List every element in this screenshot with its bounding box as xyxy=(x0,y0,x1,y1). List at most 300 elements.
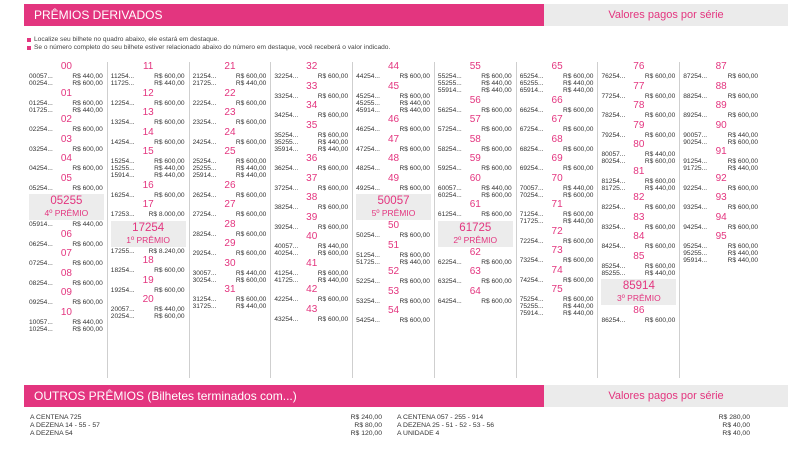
derived-prizes-grid xyxy=(26,62,762,378)
ticket-number: 57254... xyxy=(437,126,462,133)
prize-value: R$ 440,00 xyxy=(481,87,512,94)
ticket-number: 47254... xyxy=(356,145,380,153)
ending-number: 56 xyxy=(469,94,481,106)
ending-number: 24 xyxy=(224,126,236,138)
ticket-line xyxy=(193,158,267,165)
ticket-line xyxy=(683,224,758,231)
ticket-line xyxy=(29,319,103,326)
ticket-number: 15914... xyxy=(110,172,135,179)
ticket-line xyxy=(520,73,594,80)
ticket-line xyxy=(29,241,103,248)
prize-value: R$ 440,00 xyxy=(727,250,759,257)
ticket-number: 53254... xyxy=(356,297,380,305)
number-column xyxy=(271,62,353,378)
prize-value: R$ 440,00 xyxy=(727,257,759,264)
ticket-number: 93254... xyxy=(683,204,708,211)
ticket-line xyxy=(29,260,103,267)
ticket-line xyxy=(111,248,185,255)
ending-number: 94 xyxy=(715,211,727,223)
ticket-line xyxy=(274,185,348,192)
other-prize-value: R$ 120,00 xyxy=(350,430,382,437)
prize-value: R$ 600,00 xyxy=(154,138,185,146)
other-prize-row xyxy=(397,422,750,430)
other-prizes-left-list xyxy=(30,414,382,438)
ticket-line xyxy=(683,243,758,250)
prize-value: R$ 600,00 xyxy=(399,165,430,172)
ticket-line xyxy=(193,100,267,107)
prize-value: R$ 600,00 xyxy=(563,73,594,80)
ticket-number: 13254... xyxy=(110,119,135,126)
other-prize-label: A CENTENA 057 - 255 - 914 xyxy=(397,414,484,421)
prize-value: R$ 600,00 xyxy=(644,243,676,250)
ticket-number: 40057... xyxy=(274,243,299,250)
ending-number: 30 xyxy=(224,257,236,269)
ticket-number: 21725... xyxy=(192,80,217,87)
prize-value: R$ 600,00 xyxy=(399,297,430,305)
ticket-number: 00057... xyxy=(29,73,53,80)
prize-value: R$ 440,00 xyxy=(563,303,594,310)
ticket-line xyxy=(683,165,758,172)
ticket-line xyxy=(520,126,594,133)
ticket-line xyxy=(111,267,185,274)
prize-value: R$ 600,00 xyxy=(72,299,103,306)
ticket-number: 92254... xyxy=(683,184,708,192)
ticket-number: 02254... xyxy=(29,126,53,133)
ticket-number: 43254... xyxy=(274,315,299,323)
ending-number: 18 xyxy=(142,255,154,266)
ending-number: 09 xyxy=(60,287,72,298)
ticket-number: 91725... xyxy=(683,165,708,172)
prize-value: R$ 600,00 xyxy=(317,112,349,119)
ending-number: 22 xyxy=(224,87,236,99)
ticket-line xyxy=(274,204,348,211)
ending-number: 23 xyxy=(224,107,236,118)
prize-value: R$ 600,00 xyxy=(72,126,103,133)
prize-value: R$ 440,00 xyxy=(481,184,512,192)
prize-value: R$ 600,00 xyxy=(481,211,512,218)
winning-ticket-number: 85914 xyxy=(622,280,655,292)
ticket-number: 42254... xyxy=(274,296,299,303)
ending-number: 95 xyxy=(715,231,727,242)
ticket-line xyxy=(111,211,185,218)
prize-value: R$ 600,00 xyxy=(563,296,594,303)
other-prize-label: A DEZENA 25 - 51 - 52 - 53 - 56 xyxy=(397,422,495,429)
prize-value: R$ 600,00 xyxy=(317,184,349,192)
prize-value: R$ 600,00 xyxy=(317,204,349,211)
ticket-line xyxy=(356,232,430,239)
ticket-number: 33254... xyxy=(274,92,299,100)
ticket-line xyxy=(438,192,512,199)
ending-number: 25 xyxy=(224,146,236,157)
ticket-number: 35914... xyxy=(274,145,299,153)
ticket-number: 26254... xyxy=(192,191,217,199)
ticket-number: 17253... xyxy=(110,211,135,218)
ticket-line xyxy=(193,270,267,277)
prize-value: R$ 600,00 xyxy=(154,99,185,107)
ticket-line xyxy=(356,146,430,153)
ticket-line xyxy=(193,73,267,80)
ticket-line xyxy=(111,139,185,146)
prize-value: R$ 600,00 xyxy=(235,73,267,80)
ticket-line xyxy=(193,231,267,238)
ticket-line xyxy=(111,100,185,107)
prize-value: R$ 600,00 xyxy=(563,237,594,245)
prize-value: R$ 600,00 xyxy=(399,232,430,239)
ticket-number: 23254... xyxy=(192,119,217,126)
ticket-line xyxy=(520,303,594,310)
prize-value: R$ 440,00 xyxy=(154,306,185,313)
ending-number: 51 xyxy=(387,239,400,251)
ticket-number: 71254... xyxy=(519,211,544,218)
ticket-line xyxy=(193,250,267,257)
ticket-line xyxy=(274,93,348,100)
ticket-line xyxy=(111,313,185,320)
ticket-line xyxy=(356,298,430,305)
ticket-number: 25255... xyxy=(192,165,217,172)
ticket-number: 46254... xyxy=(356,126,380,133)
ending-number: 79 xyxy=(633,119,645,131)
ticket-line xyxy=(601,243,675,250)
ticket-number: 79254... xyxy=(601,131,626,139)
ending-number: 73 xyxy=(551,245,563,256)
ticket-line xyxy=(274,250,348,257)
number-column xyxy=(680,62,762,378)
prize-value: R$ 600,00 xyxy=(644,92,676,100)
ticket-number: 07254... xyxy=(29,260,53,267)
ticket-line xyxy=(356,107,430,114)
prize-value: R$ 600,00 xyxy=(317,223,349,231)
prize-value: R$ 600,00 xyxy=(644,73,676,80)
prize-value: R$ 600,00 xyxy=(727,243,759,250)
derived-prizes-header xyxy=(24,4,788,26)
number-column xyxy=(26,62,108,378)
ticket-line xyxy=(29,221,103,228)
ending-number: 21 xyxy=(224,61,236,72)
ticket-line xyxy=(29,165,103,172)
winning-ticket-number: 61725 xyxy=(459,221,492,234)
ending-number: 80 xyxy=(633,139,645,150)
ticket-number: 87254... xyxy=(683,73,708,80)
prize-value: R$ 600,00 xyxy=(563,191,594,199)
ending-number: 62 xyxy=(469,246,481,258)
ticket-line xyxy=(193,211,267,218)
ticket-number: 31725... xyxy=(192,303,217,310)
prize-value: R$ 600,00 xyxy=(563,211,594,218)
ticket-number: 81725... xyxy=(601,184,626,192)
ending-number: 90 xyxy=(715,119,727,131)
ending-number: 69 xyxy=(551,153,563,164)
other-prize-row xyxy=(30,414,382,422)
ticket-number: 27254... xyxy=(192,211,217,218)
values-per-series-label: Valores pagos por série xyxy=(544,4,788,26)
ending-number: 60 xyxy=(469,172,481,184)
ticket-number: 64254... xyxy=(437,297,462,305)
ending-number: 66 xyxy=(551,94,563,106)
ticket-number: 20057... xyxy=(110,306,135,313)
ticket-line xyxy=(520,211,594,218)
ticket-number: 76254... xyxy=(601,73,626,80)
ticket-line xyxy=(438,165,512,172)
ticket-number: 85254... xyxy=(601,262,626,270)
ticket-number: 65254... xyxy=(519,73,544,80)
ending-number: 39 xyxy=(306,211,318,223)
ending-number: 45 xyxy=(387,80,400,92)
ticket-line xyxy=(274,270,348,277)
prize-value: R$ 600,00 xyxy=(235,250,267,257)
ticket-line xyxy=(601,132,675,139)
prize-value: R$ 600,00 xyxy=(481,145,512,153)
ticket-line xyxy=(193,192,267,199)
ticket-number: 75255... xyxy=(519,303,544,310)
ticket-number: 00254... xyxy=(29,80,53,87)
ticket-line xyxy=(111,165,185,172)
ticket-line xyxy=(683,257,758,264)
ticket-line xyxy=(356,185,430,192)
prize-value: R$ 440,00 xyxy=(644,269,676,277)
prize-value: R$ 600,00 xyxy=(154,73,185,80)
ticket-line xyxy=(274,132,348,139)
ticket-number: 16254... xyxy=(110,191,135,199)
ending-number: 52 xyxy=(387,266,400,277)
ending-number: 06 xyxy=(60,228,72,240)
prize-value: R$ 440,00 xyxy=(154,172,185,179)
ticket-number: 85255... xyxy=(601,269,626,277)
ticket-number: 01254... xyxy=(29,99,53,107)
ticket-number: 45914... xyxy=(356,106,380,114)
ticket-line xyxy=(683,204,758,211)
prize-value: R$ 600,00 xyxy=(317,131,349,139)
ticket-number: 29254... xyxy=(192,250,217,257)
prize-value: R$ 440,00 xyxy=(72,106,103,114)
ticket-line xyxy=(111,287,185,294)
ticket-number: 15254... xyxy=(110,158,135,165)
prize-value: R$ 600,00 xyxy=(644,112,676,119)
ticket-number: 60057... xyxy=(437,184,462,192)
ticket-number: 32254... xyxy=(274,73,299,80)
ending-number: 65 xyxy=(551,61,563,72)
prize-value: R$ 600,00 xyxy=(235,296,267,303)
ticket-number: 69254... xyxy=(519,165,544,172)
number-column xyxy=(190,62,272,378)
ticket-line xyxy=(111,306,185,313)
number-column xyxy=(598,62,680,378)
ticket-number: 05254... xyxy=(29,184,53,192)
ending-number: 07 xyxy=(60,248,72,259)
ticket-number: 39254... xyxy=(274,223,299,231)
ticket-line xyxy=(111,192,185,199)
ticket-line xyxy=(601,93,675,100)
instructions xyxy=(27,36,390,52)
ticket-line xyxy=(274,296,348,303)
ticket-number: 30254... xyxy=(192,276,217,284)
prize-value: R$ 600,00 xyxy=(72,325,103,333)
other-prize-value: R$ 240,00 xyxy=(350,414,382,421)
ending-number: 67 xyxy=(551,114,563,125)
prize-value: R$ 600,00 xyxy=(317,73,349,80)
winning-ticket-highlight xyxy=(438,221,513,247)
ticket-line xyxy=(274,165,348,172)
ticket-line xyxy=(683,132,758,139)
ticket-number: 56254... xyxy=(437,106,462,114)
ticket-line xyxy=(520,185,594,192)
prize-value: R$ 600,00 xyxy=(644,204,676,211)
prize-value: R$ 600,00 xyxy=(317,296,349,303)
ending-number: 29 xyxy=(224,238,236,249)
prize-value: R$ 600,00 xyxy=(481,297,512,305)
prize-value: R$ 440,00 xyxy=(235,303,267,310)
winning-ticket-number: 05255 xyxy=(50,195,83,207)
prize-value: R$ 600,00 xyxy=(727,92,759,100)
ticket-number: 77254... xyxy=(601,92,626,100)
ticket-number: 19254... xyxy=(110,286,135,294)
ending-number: 83 xyxy=(633,211,645,223)
prize-value: R$ 600,00 xyxy=(399,278,430,285)
ticket-line xyxy=(356,100,430,107)
instruction-text: Localize seu bilhete no quadro abaixo, ele estará em destaque. xyxy=(34,36,220,43)
ticket-line xyxy=(111,158,185,165)
ending-number: 84 xyxy=(633,231,645,242)
prize-value: R$ 440,00 xyxy=(399,99,430,107)
ticket-line xyxy=(274,139,348,146)
ending-number: 54 xyxy=(387,305,400,316)
ending-number: 34 xyxy=(306,100,318,111)
ticket-number: 38254... xyxy=(274,204,299,211)
ending-number: 75 xyxy=(551,284,563,295)
ending-number: 42 xyxy=(306,284,318,295)
ending-number: 10 xyxy=(60,306,72,318)
prize-value: R$ 440,00 xyxy=(399,106,430,114)
ending-number: 13 xyxy=(142,107,154,118)
prize-value: R$ 600,00 xyxy=(481,106,512,114)
ticket-number: 65255... xyxy=(519,80,544,87)
prize-value: R$ 600,00 xyxy=(727,184,759,192)
ticket-line xyxy=(193,172,267,179)
ticket-line xyxy=(601,158,675,165)
number-column xyxy=(435,62,517,378)
ticket-number: 35255... xyxy=(274,138,299,146)
ticket-number: 72254... xyxy=(519,237,544,245)
ticket-line xyxy=(29,80,103,87)
ticket-line xyxy=(520,165,594,172)
section-title: PRÊMIOS DERIVADOS xyxy=(24,4,544,26)
ending-number: 32 xyxy=(306,61,318,72)
ticket-number: 61254... xyxy=(437,211,462,218)
prize-value: R$ 440,00 xyxy=(317,276,349,284)
ticket-number: 80057... xyxy=(601,151,626,158)
ticket-line xyxy=(520,257,594,264)
other-prize-label: A DEZENA 54 xyxy=(30,430,73,437)
ticket-line xyxy=(520,146,594,153)
ticket-number: 71725... xyxy=(519,218,544,225)
ticket-number: 75914... xyxy=(519,310,544,317)
prize-value: R$ 600,00 xyxy=(235,99,267,107)
ticket-number: 70057... xyxy=(519,184,544,192)
prize-value: R$ 600,00 xyxy=(317,269,349,277)
ticket-line xyxy=(29,299,103,306)
other-prizes-header xyxy=(24,385,788,407)
ticket-line xyxy=(520,107,594,114)
ending-number: 28 xyxy=(224,218,236,230)
ending-number: 57 xyxy=(469,114,481,125)
ticket-number: 70254... xyxy=(519,191,544,199)
ticket-number: 66254... xyxy=(519,106,544,114)
ticket-line xyxy=(520,277,594,284)
ticket-number: 84254... xyxy=(601,243,626,250)
ticket-number: 45255... xyxy=(356,99,380,107)
prize-value: R$ 600,00 xyxy=(481,126,512,133)
winning-ticket-highlight xyxy=(29,194,104,220)
ticket-number: 34254... xyxy=(274,112,299,119)
ticket-number: 20254... xyxy=(110,313,135,320)
prize-value: R$ 600,00 xyxy=(481,165,512,172)
ticket-number: 24254... xyxy=(192,138,217,146)
prize-value: R$ 600,00 xyxy=(235,119,267,126)
prize-value: R$ 600,00 xyxy=(644,158,676,165)
ticket-line xyxy=(683,112,758,119)
winning-ticket-highlight xyxy=(601,279,676,305)
prize-value: R$ 600,00 xyxy=(727,204,759,211)
ending-number: 92 xyxy=(715,172,727,184)
ticket-line xyxy=(29,280,103,287)
ticket-line xyxy=(193,139,267,146)
prize-value: R$ 600,00 xyxy=(727,138,759,146)
prize-value: R$ 440,00 xyxy=(235,172,267,179)
prize-rank-label: 1º PRÊMIO xyxy=(126,234,171,245)
ending-number: 43 xyxy=(306,303,318,315)
ticket-line xyxy=(520,238,594,245)
other-prize-row xyxy=(397,414,750,422)
ending-number: 61 xyxy=(469,199,481,210)
ticket-number: 21254... xyxy=(192,73,217,80)
ending-number: 86 xyxy=(633,305,645,316)
prize-value: R$ 440,00 xyxy=(317,145,349,153)
prize-value: R$ 600,00 xyxy=(154,286,185,294)
ticket-line xyxy=(601,151,675,158)
other-prize-value: R$ 40,00 xyxy=(722,422,750,429)
ending-number: 41 xyxy=(306,257,318,269)
ticket-line xyxy=(356,73,430,80)
ticket-line xyxy=(438,185,512,192)
other-prizes-title: OUTROS PRÊMIOS (Bilhetes terminados com...) xyxy=(24,385,544,407)
number-column xyxy=(517,62,599,378)
prize-value: R$ 600,00 xyxy=(481,278,512,285)
ticket-line xyxy=(111,80,185,87)
ticket-line xyxy=(601,263,675,270)
ticket-line xyxy=(683,185,758,192)
other-prize-label: A CENTENA 725 xyxy=(30,414,82,421)
prize-value: R$ 600,00 xyxy=(399,126,430,133)
ticket-line xyxy=(193,296,267,303)
prize-rank-label: 5º PRÊMIO xyxy=(371,208,416,218)
ending-number: 68 xyxy=(551,133,563,145)
ticket-line xyxy=(683,250,758,257)
ending-number: 53 xyxy=(387,285,400,297)
prize-value: R$ 440,00 xyxy=(235,165,267,172)
prize-value: R$ 600,00 xyxy=(399,184,430,192)
prize-value: R$ 440,00 xyxy=(235,80,267,87)
prize-value: R$ 600,00 xyxy=(481,191,512,199)
ticket-line xyxy=(111,119,185,126)
ticket-number: 58254... xyxy=(437,145,462,153)
ticket-number: 48254... xyxy=(356,165,380,172)
prize-value: R$ 440,00 xyxy=(644,184,676,192)
prize-value: R$ 600,00 xyxy=(727,73,759,80)
ticket-line xyxy=(438,298,512,305)
prize-value: R$ 440,00 xyxy=(727,165,759,172)
ending-number: 64 xyxy=(469,285,481,297)
ticket-number: 36254... xyxy=(274,165,299,172)
ending-number: 58 xyxy=(469,133,481,145)
